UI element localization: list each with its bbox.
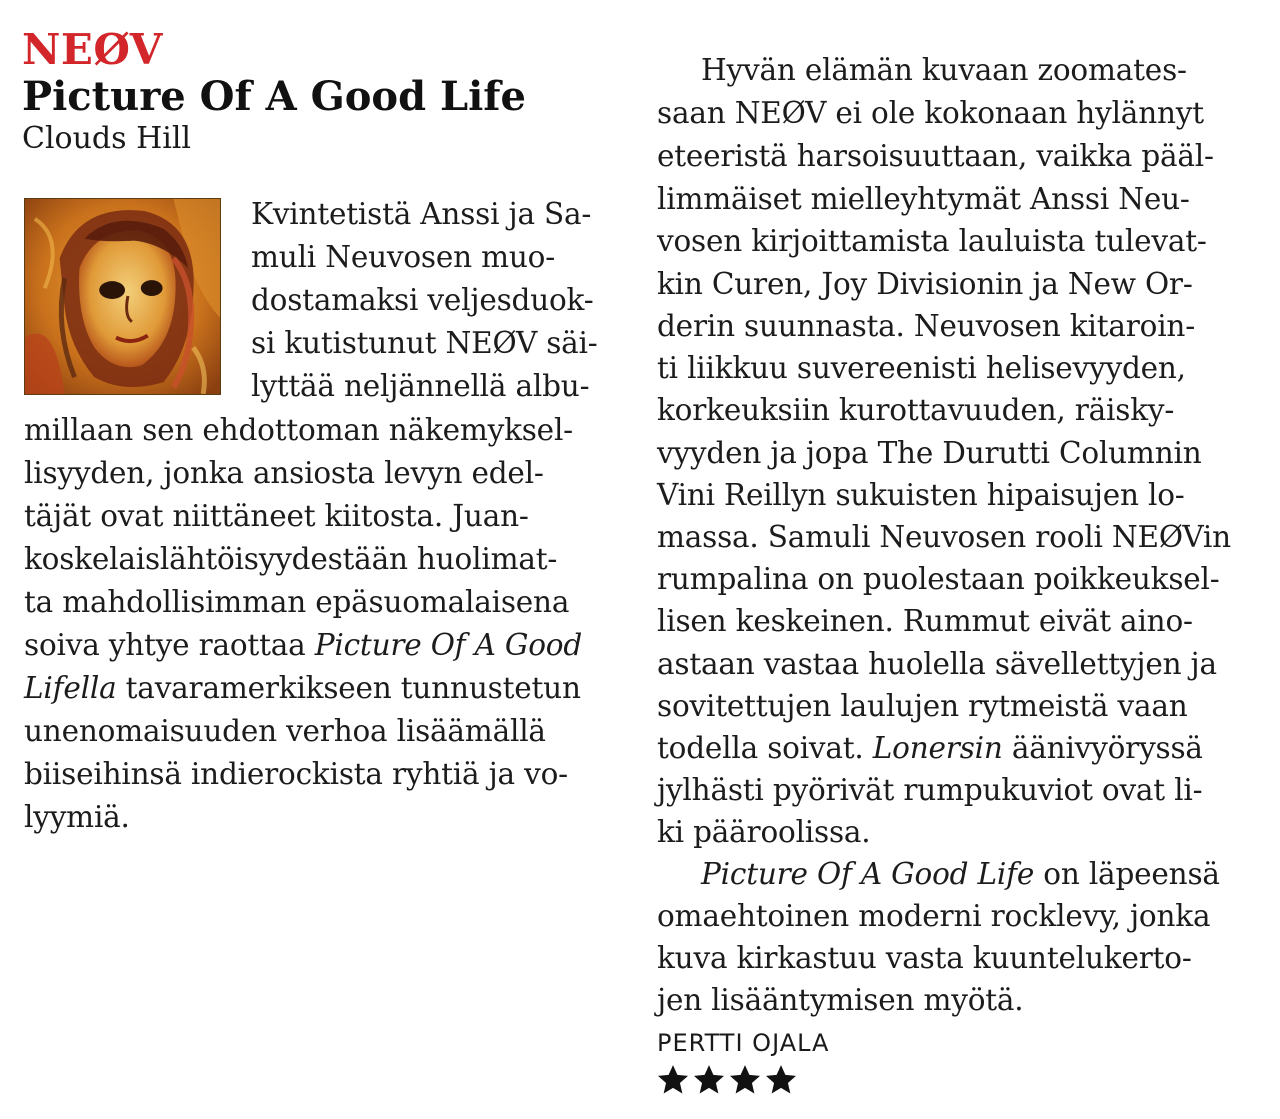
star-icon [692,1063,726,1097]
body-line: derin suunnasta. Neuvosen kitaroin- [657,309,1196,343]
body-line: lyymiä. [24,800,130,834]
record-label: Clouds Hill [22,121,192,156]
body-line: kin Curen, Joy Divisionin ja New Or- [657,267,1193,301]
body-line: Kvintetistä Anssi ja Sa- [251,197,592,231]
body-line: vosen kirjoittamista lauluista tulevat- [657,224,1207,258]
body-line: eteeristä harsoisuuttaan, vaikka pääl- [657,139,1214,173]
body-line: kuva kirkastuu vasta kuuntelukerto- [657,941,1192,975]
song-title-italic: Lonersin [872,731,1003,765]
body-line: dostamaksi veljesduok- [251,283,594,317]
body-line: lisyyden, jonka ansiosta levyn edel- [24,456,544,490]
body-line: si kutistunut NEØV säi- [251,326,598,360]
body-line: biiseihinsä indierockista ryhtiä ja vo- [24,757,568,791]
body-line: ti liikkuu suvereenisti helisevyyden, [657,351,1186,385]
body-line: saan NEØV ei ole kokonaan hylännyt [657,96,1204,130]
body-line: millaan sen ehdottoman näkemyksel- [24,413,573,447]
body-line: ta mahdollisimman epäsuomalaisena [24,585,570,619]
body-line: soiva yhtye raottaa Picture Of A Good [24,628,583,662]
body-line: jylhästi pyörivät rumpukuviot ovat li- [657,773,1203,807]
body-line: jen lisääntymisen myötä. [657,983,1024,1017]
body-line: sovitettujen laulujen rytmeistä vaan [657,689,1188,723]
body-line: unenomaisuuden verhoa lisäämällä [24,714,546,748]
body-line: Vini Reillyn sukuisten hipaisujen lo- [657,478,1185,512]
album-title-italic: Lifella [24,671,117,705]
reviewer-byline: PERTTI OJALA [657,1029,830,1057]
body-line: lyttää neljännellä albu- [251,369,590,403]
artist-name: NEØV [22,25,163,74]
body-line: täjät ovat niittäneet kiitosta. Juan- [24,499,529,533]
album-title-italic: Picture Of A Good Life [701,857,1035,891]
body-line: limmäiset mielleyhtymät Anssi Neu- [657,182,1190,216]
body-line: koskelaislähtöisyydestään huolimat- [24,542,558,576]
body-line: Lifella tavaramerkikseen tunnustetun [24,671,581,705]
body-line: ki pääroolissa. [657,815,871,849]
body-line: muli Neuvosen muo- [251,240,555,274]
body-line: massa. Samuli Neuvosen rooli NEØVin [657,520,1231,554]
body-line: Hyvän elämän kuvaan zoomates- [701,53,1187,87]
body-line: Picture Of A Good Life on läpeensä [701,857,1220,891]
album-title: Picture Of A Good Life [22,73,526,120]
body-line: korkeuksiin kurottavuuden, räisky- [657,393,1175,427]
star-rating [656,1058,798,1104]
body-line: vyyden ja jopa The Durutti Columnin [657,436,1202,470]
album-title-italic: Picture Of A Good [314,628,583,662]
body-line: todella soivat. Lonersin äänivyöryssä [657,731,1203,765]
body-line: astaan vastaa huolella sävellettyjen ja [657,647,1217,681]
star-icon [656,1063,690,1097]
star-icon [764,1063,798,1097]
star-icon [728,1063,762,1097]
body-line: rumpalina on puolestaan poikkeuksel- [657,562,1220,596]
body-line: lisen keskeinen. Rummut eivät aino- [657,604,1193,638]
rating-symbol [656,1058,660,1059]
body-line: omaehtoinen moderni rocklevy, jonka [657,899,1211,933]
